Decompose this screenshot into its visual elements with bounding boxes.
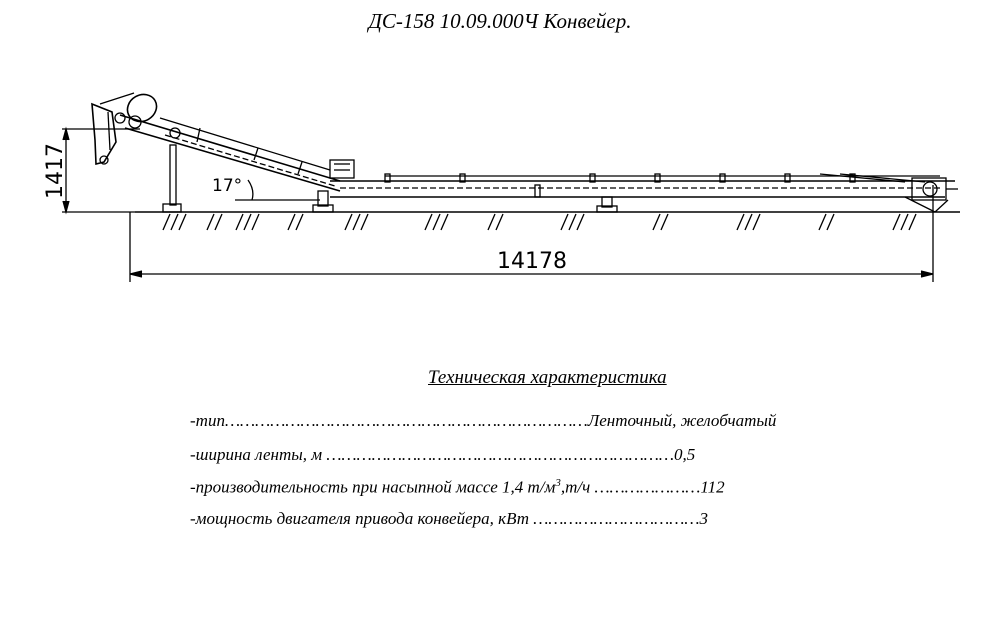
ground-hatching xyxy=(163,214,916,230)
spec-heading: Техническая характеристика xyxy=(428,367,667,388)
height-dimension-lines xyxy=(62,129,140,212)
drawing-title: ДС-158 10.09.000Ч Конвейер. xyxy=(368,9,632,33)
spec-row-belt-width: -ширина ленты, м ……………………………………………………………0,5 xyxy=(190,445,696,464)
length-dimension: 14178 xyxy=(497,249,567,274)
spec-capacity-after: ,т/ч …………………112 xyxy=(560,477,725,497)
drive-head xyxy=(92,89,180,164)
spec-row-capacity xyxy=(190,477,725,498)
transfer-unit xyxy=(330,160,354,178)
conveyor-drawing xyxy=(0,0,1000,300)
angle-marker xyxy=(235,180,320,200)
horizontal-section xyxy=(330,174,955,197)
spec-row-type: -тип………………………………………………………………Ленточный, желобчатый xyxy=(190,411,777,430)
incline-angle-label: 17° xyxy=(212,176,243,196)
spec-row-motor-power: -мощность двигателя привода конвейера, кВт ……………………………3 xyxy=(190,509,708,528)
spec-capacity-sup: 3 xyxy=(555,477,561,489)
spec-capacity-before: -производительность при насыпной массе 1,4 т/м xyxy=(190,477,556,497)
height-dimension: 1417 xyxy=(43,143,68,199)
